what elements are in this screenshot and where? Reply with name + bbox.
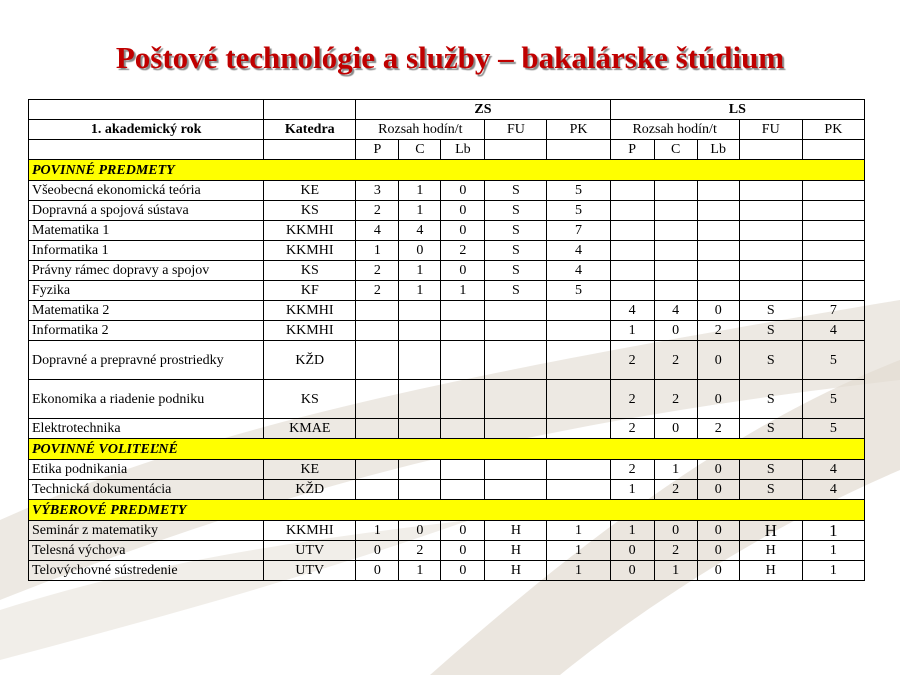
zs-pk-cell: 1 — [547, 561, 610, 581]
zs-p-cell — [356, 380, 399, 419]
zs-fu-cell: S — [485, 281, 547, 301]
ls-fu-cell — [739, 261, 802, 281]
department-cell: KKMHI — [264, 321, 356, 341]
ls-lb-cell: 0 — [697, 541, 739, 561]
zs-lb-cell — [441, 341, 485, 380]
department-cell: UTV — [264, 541, 356, 561]
ls-pk-cell: 1 — [802, 561, 864, 581]
ls-p-cell: 1 — [610, 521, 654, 541]
table-row — [29, 301, 865, 321]
zs-fu-cell — [485, 301, 547, 321]
zs-c-cell — [399, 480, 441, 500]
department-cell: KE — [264, 460, 356, 480]
zs-fu-cell: S — [485, 221, 547, 241]
zs-pk-cell: 4 — [547, 261, 610, 281]
zs-fu-cell — [485, 321, 547, 341]
zs-lb-cell: 0 — [441, 521, 485, 541]
ls-lb-cell: 0 — [697, 521, 739, 541]
zs-p-cell: 2 — [356, 201, 399, 221]
ls-p-cell: 4 — [610, 301, 654, 321]
ls-pk-cell: 4 — [802, 480, 864, 500]
ls-c-cell — [654, 181, 697, 201]
ls-fu-cell — [739, 181, 802, 201]
department-cell: KMAE — [264, 419, 356, 439]
ls-lb-cell — [697, 181, 739, 201]
department-cell: KS — [264, 261, 356, 281]
ls-p-cell: 2 — [610, 341, 654, 380]
header-empty-cell — [264, 140, 356, 160]
zs-c-cell: 2 — [399, 541, 441, 561]
table-row — [29, 419, 865, 439]
zs-lb-cell: 0 — [441, 221, 485, 241]
section-label: POVINNÉ VOLITEĽNÉ — [29, 439, 865, 460]
ls-fu-cell: S — [739, 419, 802, 439]
ls-c-cell: 1 — [654, 561, 697, 581]
ls-pk-cell — [802, 241, 864, 261]
header-zs-p: P — [356, 140, 399, 160]
zs-c-cell — [399, 380, 441, 419]
zs-c-cell: 1 — [399, 181, 441, 201]
zs-c-cell — [399, 460, 441, 480]
ls-p-cell: 0 — [610, 561, 654, 581]
ls-fu-cell — [739, 201, 802, 221]
zs-pk-cell — [547, 380, 610, 419]
table-row — [29, 480, 865, 500]
department-cell: KE — [264, 181, 356, 201]
zs-fu-cell — [485, 419, 547, 439]
ls-lb-cell — [697, 281, 739, 301]
zs-p-cell: 1 — [356, 521, 399, 541]
ls-c-cell: 2 — [654, 341, 697, 380]
ls-p-cell: 2 — [610, 380, 654, 419]
zs-c-cell: 1 — [399, 261, 441, 281]
zs-lb-cell — [441, 301, 485, 321]
ls-fu-cell: S — [739, 380, 802, 419]
ls-fu-cell: S — [739, 341, 802, 380]
ls-pk-cell: 5 — [802, 380, 864, 419]
ls-pk-cell: 4 — [802, 321, 864, 341]
header-zs-lb: Lb — [441, 140, 485, 160]
zs-fu-cell — [485, 460, 547, 480]
subject-name: Telovýchovné sústredenie — [29, 561, 264, 581]
department-cell: KKMHI — [264, 301, 356, 321]
ls-pk-cell: 1 — [802, 521, 864, 541]
header-empty-cell — [264, 100, 356, 120]
zs-fu-cell — [485, 341, 547, 380]
ls-pk-cell: 5 — [802, 419, 864, 439]
subject-name: Telesná výchova — [29, 541, 264, 561]
zs-p-cell: 2 — [356, 261, 399, 281]
ls-fu-cell: H — [739, 521, 802, 541]
ls-fu-cell — [739, 221, 802, 241]
zs-pk-cell: 5 — [547, 181, 610, 201]
ls-p-cell — [610, 261, 654, 281]
zs-pk-cell — [547, 321, 610, 341]
table-row — [29, 341, 865, 380]
ls-lb-cell: 0 — [697, 380, 739, 419]
table-row — [29, 541, 865, 561]
ls-pk-cell — [802, 221, 864, 241]
subject-name: Matematika 2 — [29, 301, 264, 321]
ls-lb-cell — [697, 241, 739, 261]
department-cell: KKMHI — [264, 521, 356, 541]
zs-p-cell: 4 — [356, 221, 399, 241]
header-empty-cell — [29, 100, 264, 120]
zs-pk-cell — [547, 480, 610, 500]
ls-pk-cell — [802, 181, 864, 201]
ls-c-cell: 0 — [654, 419, 697, 439]
ls-p-cell — [610, 201, 654, 221]
table-row — [29, 201, 865, 221]
ls-c-cell: 2 — [654, 541, 697, 561]
subject-name: Technická dokumentácia — [29, 480, 264, 500]
zs-fu-cell: S — [485, 241, 547, 261]
zs-fu-cell: H — [485, 561, 547, 581]
zs-fu-cell: H — [485, 521, 547, 541]
zs-fu-cell: S — [485, 181, 547, 201]
zs-p-cell: 0 — [356, 541, 399, 561]
ls-c-cell: 0 — [654, 321, 697, 341]
ls-p-cell: 1 — [610, 321, 654, 341]
zs-lb-cell: 0 — [441, 201, 485, 221]
zs-c-cell: 4 — [399, 221, 441, 241]
header-empty-cell — [547, 140, 610, 160]
ls-fu-cell: S — [739, 301, 802, 321]
table-row — [29, 221, 865, 241]
zs-lb-cell — [441, 321, 485, 341]
zs-c-cell — [399, 321, 441, 341]
header-ls-p: P — [610, 140, 654, 160]
ls-pk-cell: 7 — [802, 301, 864, 321]
subject-name: Právny rámec dopravy a spojov — [29, 261, 264, 281]
zs-lb-cell: 0 — [441, 261, 485, 281]
header-empty-cell — [29, 140, 264, 160]
department-cell: KŽD — [264, 480, 356, 500]
zs-lb-cell — [441, 380, 485, 419]
table-row — [29, 321, 865, 341]
section-label: POVINNÉ PREDMETY — [29, 160, 865, 181]
zs-p-cell: 3 — [356, 181, 399, 201]
ls-p-cell — [610, 241, 654, 261]
zs-lb-cell — [441, 480, 485, 500]
table-row — [29, 561, 865, 581]
subject-name: Etika podnikania — [29, 460, 264, 480]
ls-fu-cell: S — [739, 460, 802, 480]
ls-p-cell — [610, 181, 654, 201]
subject-name: Dopravné a prepravné prostriedky — [29, 341, 264, 380]
header-department: Katedra — [264, 120, 356, 140]
ls-p-cell: 2 — [610, 460, 654, 480]
zs-pk-cell: 1 — [547, 521, 610, 541]
zs-c-cell — [399, 341, 441, 380]
zs-lb-cell — [441, 460, 485, 480]
zs-pk-cell — [547, 301, 610, 321]
subject-name: Fyzika — [29, 281, 264, 301]
zs-p-cell — [356, 480, 399, 500]
header-ls-c: C — [654, 140, 697, 160]
subject-name: Ekonomika a riadenie podniku — [29, 380, 264, 419]
zs-p-cell: 1 — [356, 241, 399, 261]
ls-pk-cell — [802, 281, 864, 301]
ls-fu-cell: S — [739, 321, 802, 341]
ls-c-cell: 2 — [654, 380, 697, 419]
zs-pk-cell: 4 — [547, 241, 610, 261]
table-row — [29, 181, 865, 201]
subject-name: Elektrotechnika — [29, 419, 264, 439]
zs-p-cell — [356, 321, 399, 341]
header-zs-hours: Rozsah hodín/t — [356, 120, 485, 140]
subject-name: Informatika 1 — [29, 241, 264, 261]
zs-lb-cell: 1 — [441, 281, 485, 301]
table-row — [29, 460, 865, 480]
curriculum-table-wrapper — [28, 99, 865, 581]
zs-lb-cell: 0 — [441, 181, 485, 201]
ls-c-cell — [654, 261, 697, 281]
subject-name: Matematika 1 — [29, 221, 264, 241]
zs-lb-cell: 2 — [441, 241, 485, 261]
table-row — [29, 261, 865, 281]
ls-lb-cell — [697, 201, 739, 221]
zs-pk-cell: 5 — [547, 281, 610, 301]
ls-lb-cell — [697, 261, 739, 281]
zs-pk-cell: 7 — [547, 221, 610, 241]
zs-pk-cell: 5 — [547, 201, 610, 221]
department-cell: KKMHI — [264, 241, 356, 261]
ls-p-cell: 0 — [610, 541, 654, 561]
ls-lb-cell: 2 — [697, 321, 739, 341]
zs-p-cell: 2 — [356, 281, 399, 301]
ls-c-cell: 0 — [654, 521, 697, 541]
ls-pk-cell: 4 — [802, 460, 864, 480]
zs-p-cell: 0 — [356, 561, 399, 581]
ls-lb-cell: 0 — [697, 480, 739, 500]
ls-pk-cell — [802, 201, 864, 221]
department-cell: KS — [264, 201, 356, 221]
department-cell: KKMHI — [264, 221, 356, 241]
ls-c-cell — [654, 281, 697, 301]
header-ls-pk: PK — [802, 120, 864, 140]
header-row-semesters — [29, 100, 865, 120]
zs-c-cell: 1 — [399, 201, 441, 221]
zs-fu-cell: S — [485, 261, 547, 281]
ls-lb-cell: 0 — [697, 460, 739, 480]
ls-lb-cell: 0 — [697, 561, 739, 581]
section-row — [29, 500, 865, 521]
header-row-main — [29, 120, 865, 140]
ls-c-cell — [654, 241, 697, 261]
department-cell: KŽD — [264, 341, 356, 380]
table-row — [29, 521, 865, 541]
ls-fu-cell: H — [739, 541, 802, 561]
zs-c-cell — [399, 301, 441, 321]
zs-fu-cell — [485, 380, 547, 419]
ls-lb-cell: 2 — [697, 419, 739, 439]
ls-pk-cell — [802, 261, 864, 281]
header-zs-c: C — [399, 140, 441, 160]
ls-p-cell: 1 — [610, 480, 654, 500]
header-row-hours-split — [29, 140, 865, 160]
zs-c-cell: 1 — [399, 281, 441, 301]
header-ls: LS — [610, 100, 864, 120]
subject-name: Všeobecná ekonomická teória — [29, 181, 264, 201]
zs-pk-cell — [547, 460, 610, 480]
zs-c-cell — [399, 419, 441, 439]
ls-lb-cell: 0 — [697, 341, 739, 380]
subject-name: Seminár z matematiky — [29, 521, 264, 541]
header-zs: ZS — [356, 100, 610, 120]
zs-c-cell: 0 — [399, 241, 441, 261]
header-ls-fu: FU — [739, 120, 802, 140]
zs-pk-cell — [547, 419, 610, 439]
ls-p-cell — [610, 281, 654, 301]
department-cell: KS — [264, 380, 356, 419]
zs-pk-cell — [547, 341, 610, 380]
ls-lb-cell: 0 — [697, 301, 739, 321]
zs-c-cell: 1 — [399, 561, 441, 581]
zs-p-cell — [356, 341, 399, 380]
header-empty-cell — [485, 140, 547, 160]
ls-c-cell: 1 — [654, 460, 697, 480]
ls-c-cell — [654, 201, 697, 221]
ls-fu-cell: S — [739, 480, 802, 500]
zs-p-cell — [356, 419, 399, 439]
header-empty-cell — [802, 140, 864, 160]
zs-fu-cell: S — [485, 201, 547, 221]
section-row — [29, 439, 865, 460]
header-zs-fu: FU — [485, 120, 547, 140]
ls-pk-cell: 5 — [802, 341, 864, 380]
ls-p-cell — [610, 221, 654, 241]
ls-fu-cell — [739, 241, 802, 261]
zs-lb-cell: 0 — [441, 561, 485, 581]
curriculum-table — [28, 99, 865, 581]
header-empty-cell — [739, 140, 802, 160]
zs-lb-cell — [441, 419, 485, 439]
zs-c-cell: 0 — [399, 521, 441, 541]
ls-fu-cell — [739, 281, 802, 301]
table-row — [29, 281, 865, 301]
header-year: 1. akademický rok — [29, 120, 264, 140]
subject-name: Informatika 2 — [29, 321, 264, 341]
header-ls-hours: Rozsah hodín/t — [610, 120, 739, 140]
slide-title: Poštové technológie a služby – bakalárske štúdium — [115, 40, 785, 75]
ls-fu-cell: H — [739, 561, 802, 581]
department-cell: KF — [264, 281, 356, 301]
zs-lb-cell: 0 — [441, 541, 485, 561]
ls-c-cell: 4 — [654, 301, 697, 321]
zs-p-cell — [356, 301, 399, 321]
ls-c-cell: 2 — [654, 480, 697, 500]
zs-p-cell — [356, 460, 399, 480]
ls-c-cell — [654, 221, 697, 241]
ls-lb-cell — [697, 221, 739, 241]
zs-pk-cell: 1 — [547, 541, 610, 561]
subject-name: Dopravná a spojová sústava — [29, 201, 264, 221]
zs-fu-cell: H — [485, 541, 547, 561]
header-ls-lb: Lb — [697, 140, 739, 160]
table-row — [29, 241, 865, 261]
ls-p-cell: 2 — [610, 419, 654, 439]
section-label: VÝBEROVÉ PREDMETY — [29, 500, 865, 521]
header-zs-pk: PK — [547, 120, 610, 140]
table-row — [29, 380, 865, 419]
section-row — [29, 160, 865, 181]
zs-fu-cell — [485, 480, 547, 500]
ls-pk-cell: 1 — [802, 541, 864, 561]
department-cell: UTV — [264, 561, 356, 581]
